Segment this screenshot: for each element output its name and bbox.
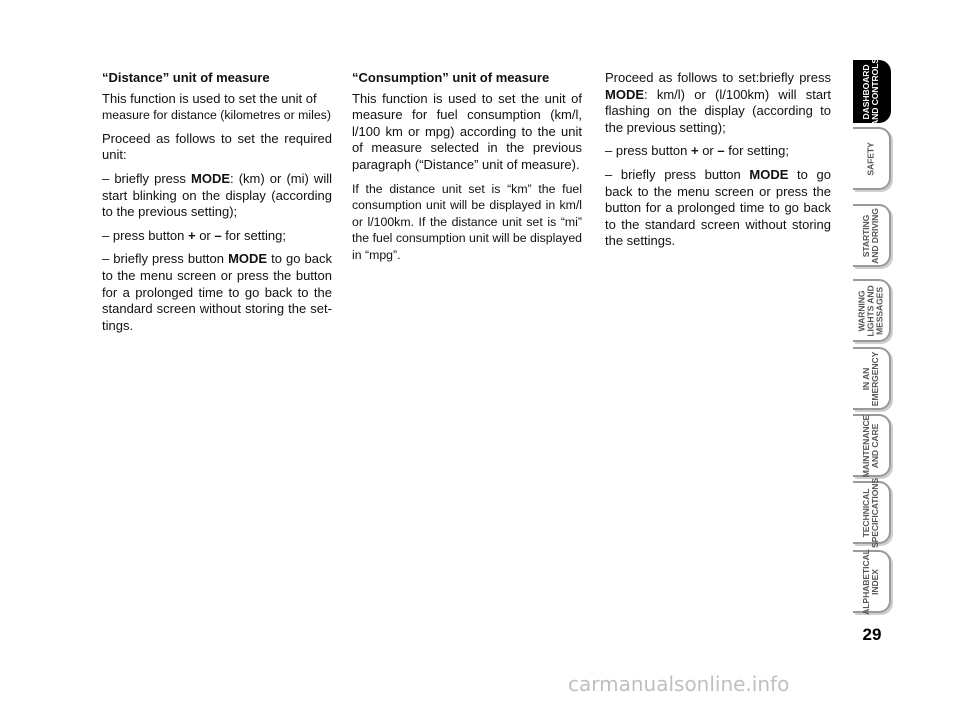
paragraph [102, 228, 332, 245]
section-heading: “Consumption” unit of measure [352, 70, 550, 85]
tab-label: STARTING AND DRIVING [861, 207, 880, 264]
mode-key: MODE [191, 170, 230, 186]
text: or [698, 143, 718, 159]
text: – briefly press button [605, 166, 750, 182]
text: – press button [605, 143, 691, 159]
text: Proceed as follows to set:briefly press [605, 70, 831, 85]
text: to go back to the menu screen or press the button for a prolonged time to go back to the standard screen without storing the settings. [605, 166, 831, 249]
tab-label: MAINTENANCE AND CARE [861, 414, 880, 477]
column-consumption-unit [352, 70, 582, 271]
paragraph [605, 70, 831, 136]
tab-label: WARNING LIGHTS AND MESSAGES [856, 284, 885, 337]
paragraph: Proceed as follows to set the required unit: [102, 130, 332, 163]
paragraph-text: measure for distance (kilometres or miles) [102, 108, 331, 123]
paragraph: If the distance unit set is “km” the fuel consumption unit will be displayed in km/l or l/100km. If the distance unit set is “mi” the fuel consumption unit will be displayed in “mpg”. [352, 181, 582, 262]
text: – briefly press button [102, 251, 229, 267]
tab-label: SAFETY [865, 141, 876, 176]
tab-dashboard-and-controls[interactable] [853, 57, 891, 126]
tab-maintenance-and-care[interactable] [853, 414, 891, 477]
minus-key: – [214, 227, 222, 243]
tab-label: TECHNICAL SPECIFICATIONS [861, 477, 880, 548]
mode-key: MODE [605, 86, 644, 102]
text: or [195, 227, 215, 243]
text: : km/l) or (l/100km) will start flashing on the display (according to the previous setting); [605, 86, 831, 135]
mode-key: MODE [749, 166, 789, 182]
minus-key: – [717, 143, 725, 159]
text: for setting; [724, 143, 789, 159]
text: – briefly press [102, 170, 191, 186]
tab-label: ALPHABETICAL INDEX [861, 548, 880, 615]
tab-label: IN AN EMERGENCY [861, 351, 880, 406]
tab-label: DASHBOARD AND CONTROLS [861, 57, 880, 126]
text: : (km) or (mi) will start blinking on the display (according to the previous setting); [102, 170, 332, 220]
paragraph [102, 91, 332, 124]
plus-key: + [691, 143, 699, 159]
paragraph: This function is used to set the unit of measure for fuel consumption (km/l, l/100 km or mpg) according to the unit of measure selected in the previous paragraph (“Distance” unit of measure). [352, 90, 582, 172]
paragraph [605, 143, 831, 160]
tab-alphabetical-index[interactable] [853, 550, 891, 613]
text: to go back to the menu screen or press the button for a prolonged time to go back to the standard screen without storing the settings. [102, 251, 332, 333]
paragraph [605, 167, 831, 250]
tab-technical-specifications[interactable] [853, 477, 891, 548]
paragraph [102, 171, 332, 221]
paragraph-text: This function is used to set the unit of [102, 90, 317, 106]
paragraph [102, 251, 332, 334]
column-distance-unit [102, 70, 332, 341]
plus-key: + [188, 227, 196, 243]
text: – press button [102, 227, 188, 243]
tab-safety[interactable] [853, 127, 891, 190]
column-consumption-procedure [605, 70, 831, 257]
watermark: carmanualsonline.info [568, 672, 790, 696]
tab-warning-lights-and-messages[interactable] [853, 279, 891, 342]
tab-starting-and-driving[interactable] [853, 204, 891, 267]
section-heading: “Distance” unit of measure [102, 70, 270, 85]
tab-in-an-emergency[interactable] [853, 347, 891, 410]
page-number: 29 [862, 625, 882, 644]
text: for setting; [221, 227, 286, 243]
mode-key: MODE [228, 251, 268, 267]
